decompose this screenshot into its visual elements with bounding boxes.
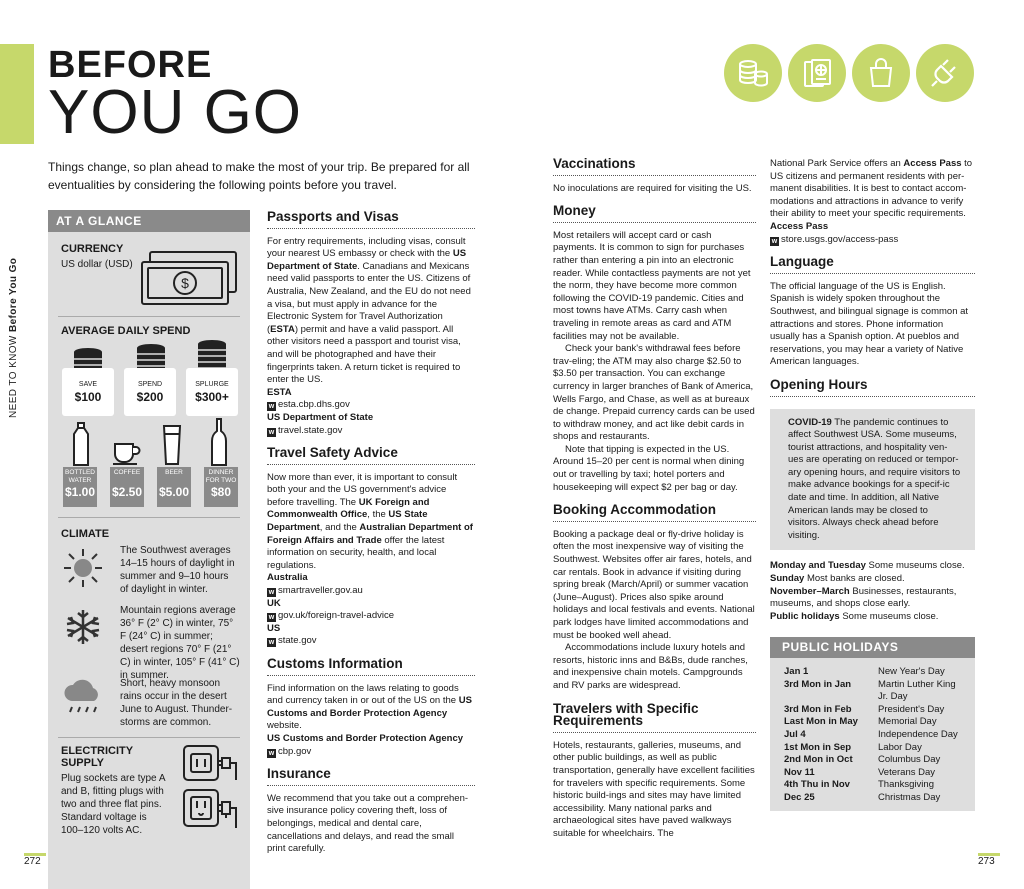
- socket-type-a-icon: [182, 744, 244, 787]
- travelers-heading: Travelers with Specific Requirements: [553, 703, 756, 733]
- water-bottle-icon: [72, 422, 90, 471]
- at-a-glance-panel: [48, 210, 250, 889]
- intro-text: Things change, so plan ahead to make the most of your trip. Be prepared for all eventualities by considering the following points before you travel.: [48, 160, 470, 192]
- plug-icon: [916, 44, 974, 102]
- web-icon: w: [268, 589, 275, 597]
- covid-note: COVID-19 The pandemic continues to affect Southwest USA. Some museums, tourist attractions, and hospitality ven-ues are operating on reduced or tempor-ary opening hours, and require visitors to make advance bookings for a specif-ic date and time. In addition, all Native American lands may be closed to visitors. Always check ahead before visiting.: [770, 409, 975, 551]
- esta-link[interactable]: esta.cbp.dhs.gov: [278, 399, 350, 411]
- uk-label: UK: [267, 597, 281, 609]
- vaccinations-text: No inoculations are required for visiting the US.: [553, 182, 752, 194]
- right-page-number: 273: [978, 853, 1000, 867]
- currency-title: CURRENCY: [61, 243, 124, 255]
- booking-section: [553, 504, 756, 692]
- vaccinations-heading: Vaccinations: [553, 158, 756, 176]
- hours-section: [770, 376, 975, 624]
- snowflake-icon: [64, 608, 102, 651]
- state-dept-link[interactable]: travel.state.gov: [278, 424, 343, 436]
- public-holidays-panel: [770, 637, 975, 810]
- price-dinner: DINNER FOR TWO $80: [204, 467, 238, 507]
- climate-daylight: The Southwest averages 14–15 hours of daylight in summer and 9–10 hours of daylight in winter.: [120, 545, 235, 595]
- hours-row: Sunday Most banks are closed.: [770, 573, 905, 585]
- us-label: US: [267, 622, 281, 634]
- spend-spend: SPEND $200: [124, 368, 176, 416]
- rain-cloud-icon: [62, 675, 104, 722]
- customs-link[interactable]: cbp.gov: [278, 745, 312, 757]
- holiday-row: 3rd Mon in Jan Martin Luther King Jr. Day: [784, 678, 956, 703]
- customs-heading: Customs Information: [267, 658, 475, 676]
- web-icon: w: [268, 403, 275, 411]
- web-icon: w: [268, 614, 275, 622]
- electricity-title: ELECTRICITY SUPPLY: [61, 745, 134, 769]
- holiday-row: Jul 4 Independence Day: [784, 728, 958, 740]
- climate-monsoon: Short, heavy monsoon rains occur in the desert June to August. Thunder-storms are common.: [120, 678, 233, 728]
- booking-text-2: Accommodations include luxury hotels and resorts, historic inns and B&Bs, dude ranches, and inexpensive chain motels. Campgrounds and RV parks are widespread.: [553, 642, 748, 691]
- socket-type-b-icon: [182, 788, 244, 835]
- holiday-row: Last Mon in May Memorial Day: [784, 716, 937, 728]
- hours-row: Monday and Tuesday Some museums close.: [770, 560, 965, 572]
- page-title-line2: YOU GO: [48, 78, 303, 147]
- holiday-row: Nov 11 Veterans Day: [784, 766, 936, 778]
- climate-title: CLIMATE: [61, 528, 110, 540]
- holiday-row: 1st Mon in Sep Labor Day: [784, 741, 922, 753]
- web-icon: w: [771, 237, 778, 245]
- spend-save: SAVE $100: [62, 368, 114, 416]
- money-text-3: Note that tipping is expected in the US. Around 15–20 per cent is normal when dining out or travelling by taxi; hotel porters and housekeeping will expect $2 per bag or day.: [553, 443, 745, 493]
- customs-text: Find information on the laws relating to goods and currency taken in or out of the US on the US Customs and Border Protection Agency website.: [267, 682, 472, 732]
- passports-section: [267, 211, 475, 437]
- uk-link[interactable]: gov.uk/foreign-travel-advice: [278, 610, 394, 622]
- hours-row: Public holidays Some museums close.: [770, 610, 939, 622]
- spend-splurge: SPLURGE $300+: [186, 368, 238, 416]
- column-2: [267, 211, 475, 866]
- language-text: The official language of the US is English. Spanish is widely spoken throughout the Southwest, and bilingual signage is common at attractions and stores. Phone information usually has a Spanish option. At pueblos and reservations, you may hear a variety of Native American languages.: [770, 280, 969, 368]
- coins-icon: [724, 44, 782, 102]
- holiday-row: Dec 25 Christmas Day: [784, 791, 941, 803]
- web-icon: w: [268, 639, 275, 647]
- electricity-text: Plug sockets are type A and B, fitting plugs with two and three flat pins. Standard voltage is 100–120 volts AC.: [61, 773, 165, 836]
- svg-text:$: $: [181, 275, 189, 291]
- section-side-label: NEED TO KNOW Before You Go: [8, 257, 19, 418]
- banknote-icon: [140, 250, 240, 313]
- language-section: [770, 256, 975, 369]
- insurance-heading: Insurance: [267, 768, 475, 786]
- safety-heading: Travel Safety Advice: [267, 447, 475, 465]
- money-section: [553, 205, 756, 494]
- language-heading: Language: [770, 256, 975, 274]
- australia-label: Australia: [267, 572, 308, 584]
- hours-heading: Opening Hours: [770, 379, 975, 397]
- esta-label: ESTA: [267, 386, 292, 398]
- beer-glass-icon: [162, 424, 182, 471]
- wine-bottle-icon: [211, 418, 227, 471]
- sun-icon: [62, 547, 104, 594]
- access-pass-section: [770, 158, 975, 246]
- accent-bar: [0, 44, 34, 144]
- insurance-section: [267, 768, 475, 856]
- passport-icon: [788, 44, 846, 102]
- web-icon: w: [268, 428, 275, 436]
- currency-value: US dollar (USD): [61, 259, 133, 270]
- booking-heading: Booking Accommodation: [553, 504, 756, 522]
- holiday-row: 2nd Mon in Oct Columbus Day: [784, 754, 941, 766]
- column-4: [770, 158, 975, 811]
- web-icon: w: [268, 749, 275, 757]
- hours-row: November–March Businesses, restaurants, museums, and shops close early.: [770, 585, 957, 610]
- safety-text: Now more than ever, it is important to consult both your and the US government's advice before travelling. The UK Foreign and Commonwealth Office, the US State Department, and the Australian Department of Foreign Affairs and Trade offer the latest information on security, health, and local regulations.: [267, 471, 473, 571]
- left-page-number: 272: [24, 853, 46, 867]
- price-bottled-water: BOTTLED WATER $1.00: [63, 467, 97, 507]
- insurance-text: We recommend that you take out a comprehen-sive insurance policy covering theft, loss of belongings, medical and dental care, cancellations and delays, and read the small print carefully.: [267, 792, 469, 855]
- us-link[interactable]: state.gov: [278, 635, 317, 647]
- passports-heading: Passports and Visas: [267, 211, 475, 229]
- safety-section: [267, 447, 475, 648]
- booking-text-1: Booking a package deal or fly-drive holiday is often the most inexpensive way of visiting the Southwest. Websites offer air fares, hotels, and car rentals. Book in advance if visiting during spring break (March/April) or summer vacation (June–August). Prices also spike around holidays and local festivals and events. National park lodges have limited accommodations and must be booked well ahead.: [553, 528, 755, 641]
- page-title-line1: BEFORE: [48, 44, 213, 86]
- customs-section: [267, 658, 475, 758]
- climate-temperatures: Mountain regions average 36° F (2° C) in winter, 75° F (24° C) in summer; desert regions 70° F (21° C) in winter, 105° F (41° C) in summer.: [120, 605, 240, 681]
- public-holidays-heading: PUBLIC HOLIDAYS: [770, 637, 975, 658]
- holiday-row: 3rd Mon in Feb President's Day: [784, 703, 945, 715]
- price-beer: BEER $5.00: [157, 467, 191, 507]
- travelers-section: [553, 700, 756, 841]
- shopping-bag-icon: [852, 44, 910, 102]
- money-heading: Money: [553, 205, 756, 223]
- vaccinations-section: [553, 158, 756, 195]
- money-text-1: Most retailers will accept card or cash payments. It is common to sign for purchases rather than entering a pin into an electronic reader. While contactless payments are not yet the norm, they have become more common following the COVID-19 pandemic. Cities and most towns have ATMs. Carry cash when traveling in remote areas as card and ATM facilities may not be available.: [553, 229, 751, 342]
- passports-text: For entry requirements, including visas, consult your nearest US embassy or check with the US Department of State. Canadians and Mexicans need valid passports to enter the US. Citizens of Australia, New Zealand, and the EU do not need a visa, but must apply in advance for the Electronic System for Travel Authorization (ESTA) permit and have a valid passport. All other visitors need a passport and tourist visa, and will be photographed and have their fingerprints taken. A return ticket is required to enter the US.: [267, 235, 471, 386]
- australia-link[interactable]: smartraveller.gov.au: [278, 585, 363, 597]
- customs-label: US Customs and Border Protection Agency: [267, 732, 464, 744]
- at-a-glance-heading: AT A GLANCE: [48, 210, 250, 232]
- access-pass-link[interactable]: store.usgs.gov/access-pass: [781, 233, 899, 245]
- column-3: [553, 158, 756, 851]
- access-pass-text: National Park Service offers an Access Pass to US citizens and permanent residents with per-manent disabilities. It is best to contact accom-modations and attractions in advance to verify their ability to meet your specific requirements.: [770, 158, 973, 220]
- daily-spend-title: AVERAGE DAILY SPEND: [61, 325, 191, 337]
- travelers-text: Hotels, restaurants, galleries, museums, and other public buildings, as well as public transportation, generally have excellent facilities for travelers with specific requirements. Some historic build-ings and sites may have limited accessibility. Many national parks and archaeological sites have paved walkways suitable for wheelchairs. The: [553, 739, 755, 839]
- access-pass-label: Access Pass: [770, 220, 829, 232]
- holiday-row: 4th Thu in Nov Thanksgiving: [784, 779, 934, 791]
- holiday-row: Jan 1 New Year's Day: [784, 666, 945, 677]
- money-text-2: Check your bank's withdrawal fees before trav-eling; the ATM may also charge $2.50 to $3.50 per transaction. You can exchange currency in larger branches of Bank of America, Wells Fargo, and Chase, as well as at bureaux de change. Prepaid currency cards can be used to withdraw money, and act like debit cards in shops and restaurants.: [553, 343, 755, 443]
- price-coffee: COFFEE $2.50: [110, 467, 144, 507]
- state-dept-label: US Department of State: [267, 411, 374, 423]
- topic-icons: [724, 44, 974, 102]
